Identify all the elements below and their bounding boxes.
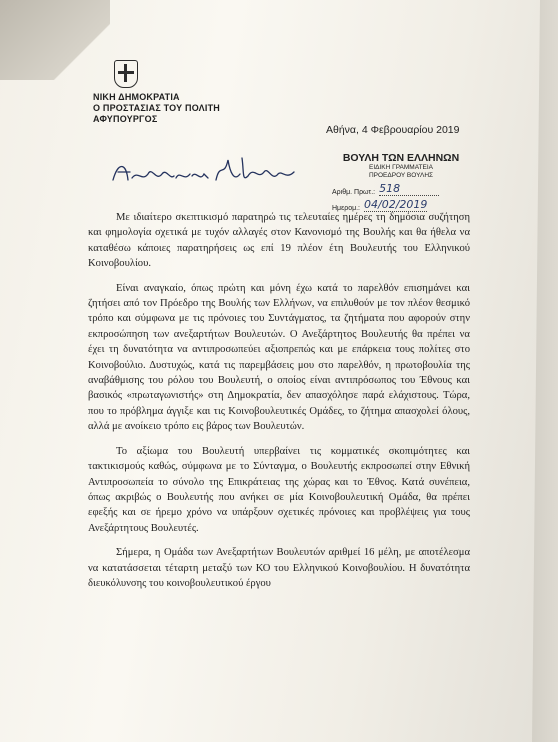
ministry-line: Ο ΠΡΟΣΤΑΣΙΑΣ ΤΟΥ ΠΟΛΙΤΗ	[93, 103, 220, 113]
ministry-line: ΑΦΥΠΟΥΡΓΟΣ	[93, 114, 158, 124]
greek-coat-of-arms-icon	[114, 60, 138, 88]
stamp-office: ΠΡΟΕΔΡΟΥ ΒΟΥΛΗΣ	[368, 172, 434, 179]
body-paragraph: Σήμερα, η Ομάδα των Ανεξαρτήτων Βουλευτών αριθμεί 16 μέλη, με αποτέλεσμα να κατατάσσεται τέταρτη μεταξύ των ΚΟ του Ελληνικού Κοινοβουλίου. Η δυνατότητα διευκόλυνσης του κοινοβουλευτικού έργου	[88, 547, 470, 589]
protocol-number: 518	[379, 182, 439, 196]
ministry-line: ΝΙΚΗ ΔΗΜΟΚΡΑΤΙΑ	[93, 92, 180, 102]
page-fold-shadow	[0, 0, 110, 80]
handwritten-salutation	[108, 152, 308, 192]
stamp-date-label: Ημερομ.:	[332, 205, 361, 212]
stamp-date-value: 04/02/2019	[364, 198, 428, 211]
stamp-title: ΒΟΥΛΗ ΤΩΝ ΕΛΛΗΝΩΝ	[342, 152, 460, 164]
ministry-header	[93, 92, 220, 125]
stamp-department: ΕΙΔΙΚΗ ΓΡΑΜΜΑΤΕΙΑ	[368, 164, 434, 171]
body-paragraph: Είναι αναγκαίο, όπως πρώτη και μόνη έχω κατά το παρελθόν επισημάνει και ζητήσει από τον Πρόεδρο της Βουλής των Ελλήνων, να επιλυθούν με τον πλέον θεσμικό τρόπο και σύμφωνα με τις πρόνοιες του Συντάγματος, τα ζητήματα που αφορούν στην εκπροσώπηση των ανεξαρτήτων Βουλευτών. Ο Ανεξάρτητος Βουλευτής θα πρέπει να έχει τη δυνατότητα να αντιπροσωπεύει αξιοπρεπώς και με επάρκεια τους πολίτες στο Κοινοβούλιο. Δυστυχώς, κατά τις παρεμβάσεις μου στο παρελθόν, η πρωτοβουλία της αναβάθμισης του ρόλου του Βουλευτή, ο οποίος είναι αντιπρόσωπος του Έθνους και βασικός «πρωταγωνιστής» στη Δημοκρατία, δεν απασχόλησε παρά ελάχιστους. Τώρα, που το πρόβλημα άγγιξε και τις Κοινοβουλευτικές Ομάδες, το ζήτημα απασχολεί όλους, αλλά με ανοίκειο τρόπο εις βάρος των Βουλευτών.	[88, 282, 470, 433]
body-paragraph: Με ιδιαίτερο σκεπτικισμό παρατηρώ τις τελευταίες ημέρες τη δημόσια συζήτηση και φημολογία σχετικά με τυχόν αλλαγές στον Κανονισμό της Βουλής και θα ήθελα να καταθέσω κάποιες παρατηρήσεις ως επί 19 πλέον έτη Βουλευτής του Ελληνικού Κοινοβουλίου.	[88, 212, 470, 270]
body-paragraph: Το αξίωμα του Βουλευτή υπερβαίνει τις κομματικές σκοπιμότητες και τακτικισμούς καθώς, σύμφωνα με το Σύνταγμα, ο Βουλευτής εκπροσωπεί στην Εθνική Αντιπροσωπεία το σύνολο της Επικράτειας της χώρας και το Έθνος. Κατά συνέπεια, όπως ακριβώς ο Βουλευτής που ανήκει σε μία Κοινοβουλευτική Ομάδα, θα πρέπει εφεξής και σε ήρεμο χρόνο να υπάρξουν σχετικές πρόνοιες και προβλέψεις για τους Ανεξάρτητους Βουλευτές.	[88, 445, 470, 534]
letter-date: Αθήνα, 4 Φεβρουαρίου 2019	[326, 124, 460, 136]
stamp-protocol-row	[332, 182, 470, 196]
parliament-stamp	[332, 152, 470, 212]
letter-body	[88, 210, 470, 600]
protocol-label: Αριθμ. Πρωτ.:	[332, 189, 376, 196]
